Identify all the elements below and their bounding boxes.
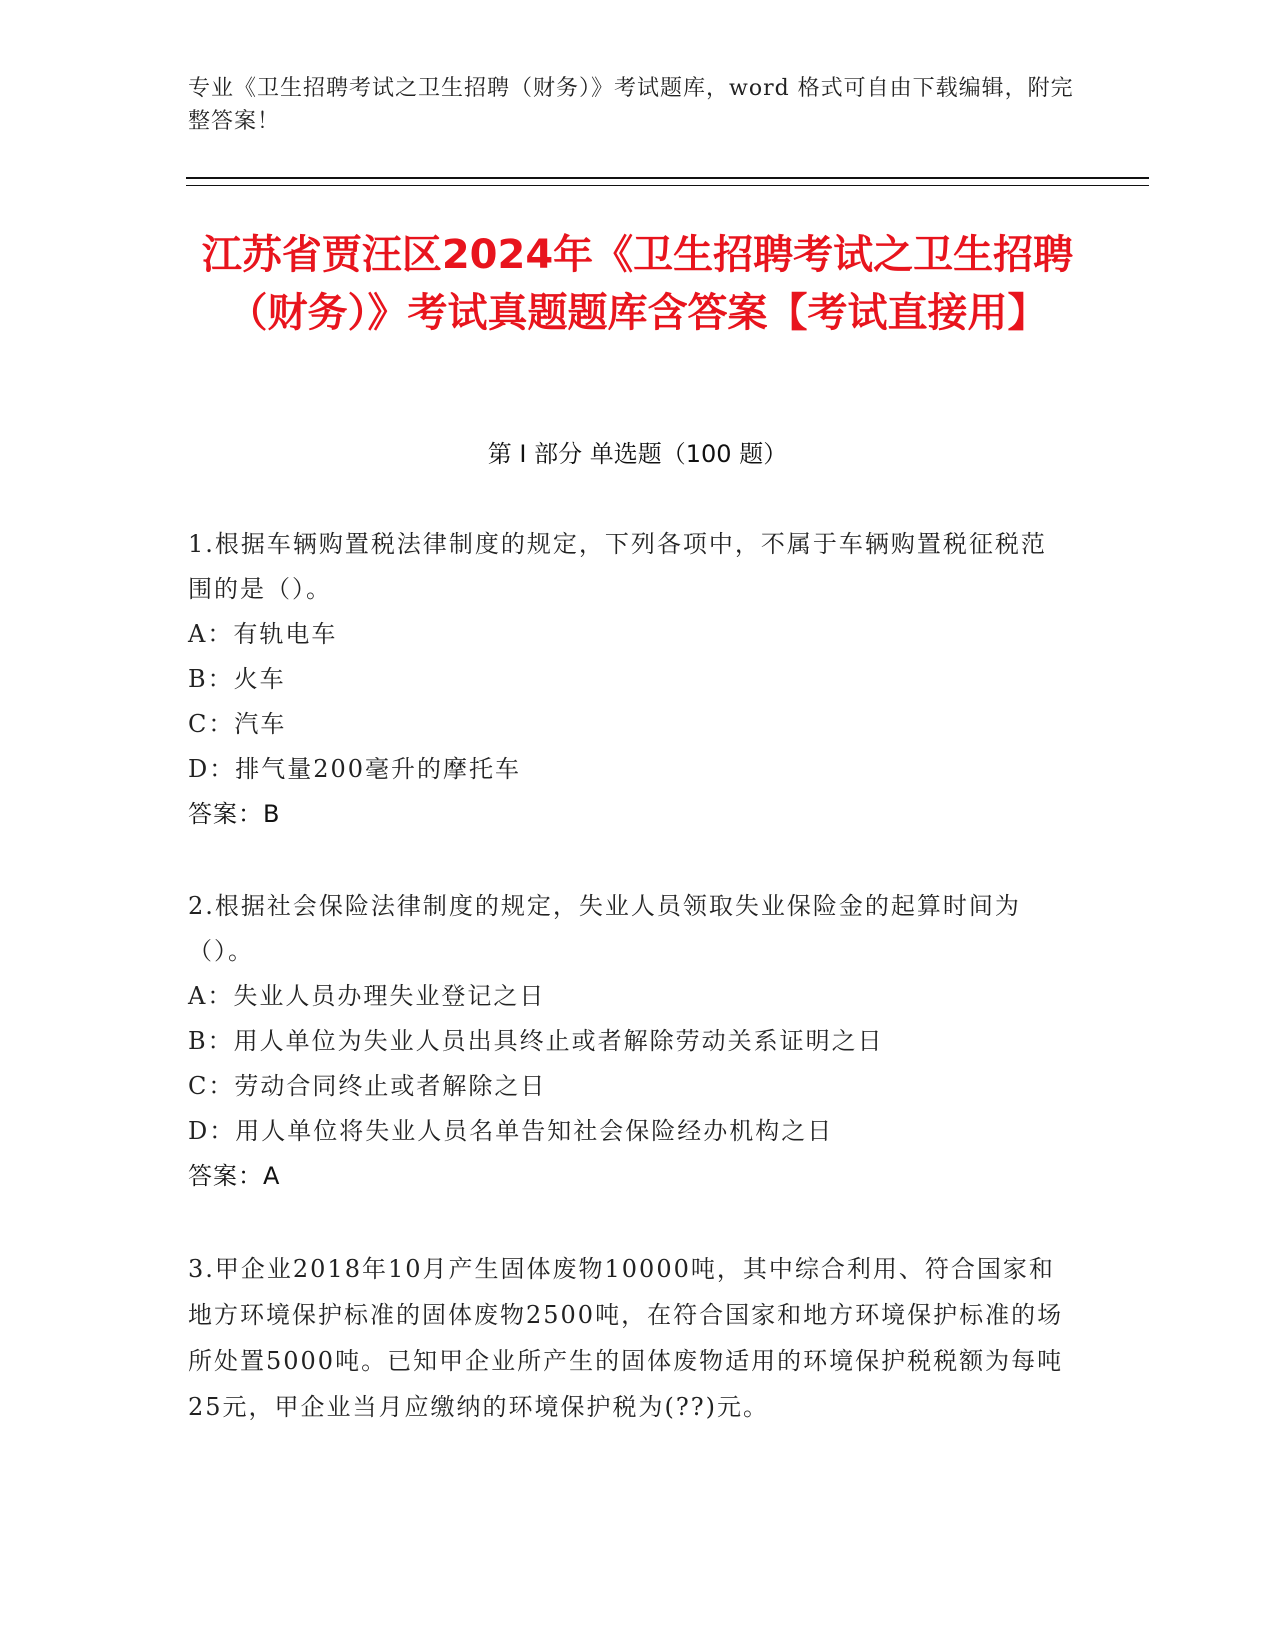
question-stem: 1.根据车辆购置税法律制度的规定，下列各项中，不属于车辆购置税征税范围的是（）。 (188, 530, 1047, 603)
option-b: B：火车 (188, 665, 286, 693)
section-title: 第 I 部分 单选题（100 题） (487, 440, 788, 468)
question-2 (188, 884, 1068, 1199)
option-a: A：有轨电车 (188, 620, 338, 648)
option-a: A：失业人员办理失业登记之日 (188, 982, 546, 1010)
question-stem: 2.根据社会保险法律制度的规定，失业人员领取失业保险金的起算时间为（）。 (188, 892, 1021, 965)
answer: 答案：A (188, 1162, 281, 1190)
question-stem: 3.甲企业2018年10月产生固体废物10000吨，其中综合利用、符合国家和地方环境保护标准的固体废物2500吨，在符合国家和地方环境保护标准的场所处置5000吨。已知甲企业所产生的固体废物适用的环境保护税税额为每吨25元，甲企业当月应缴纳的环境保护税为(??)元。 (188, 1255, 1064, 1421)
header-note: 专业《卫生招聘考试之卫生招聘（财务）》考试题库，word 格式可自由下载编辑，附完整答案！ (188, 76, 1074, 134)
document-title: 江苏省贾汪区2024年《卫生招聘考试之卫生招聘（财务）》考试真题题库含答案【考试直接用】 (201, 232, 1074, 336)
option-d: D：用人单位将失业人员名单告知社会保险经办机构之日 (188, 1117, 834, 1145)
option-b: B：用人单位为失业人员出具终止或者解除劳动关系证明之日 (188, 1027, 884, 1055)
option-c: C：劳动合同终止或者解除之日 (188, 1072, 547, 1100)
header-divider (186, 177, 1149, 186)
option-c: C：汽车 (188, 710, 287, 738)
question-3 (188, 1246, 1068, 1430)
option-d: D：排气量200毫升的摩托车 (188, 755, 522, 783)
question-1 (188, 522, 1068, 837)
answer: 答案：B (188, 800, 281, 828)
